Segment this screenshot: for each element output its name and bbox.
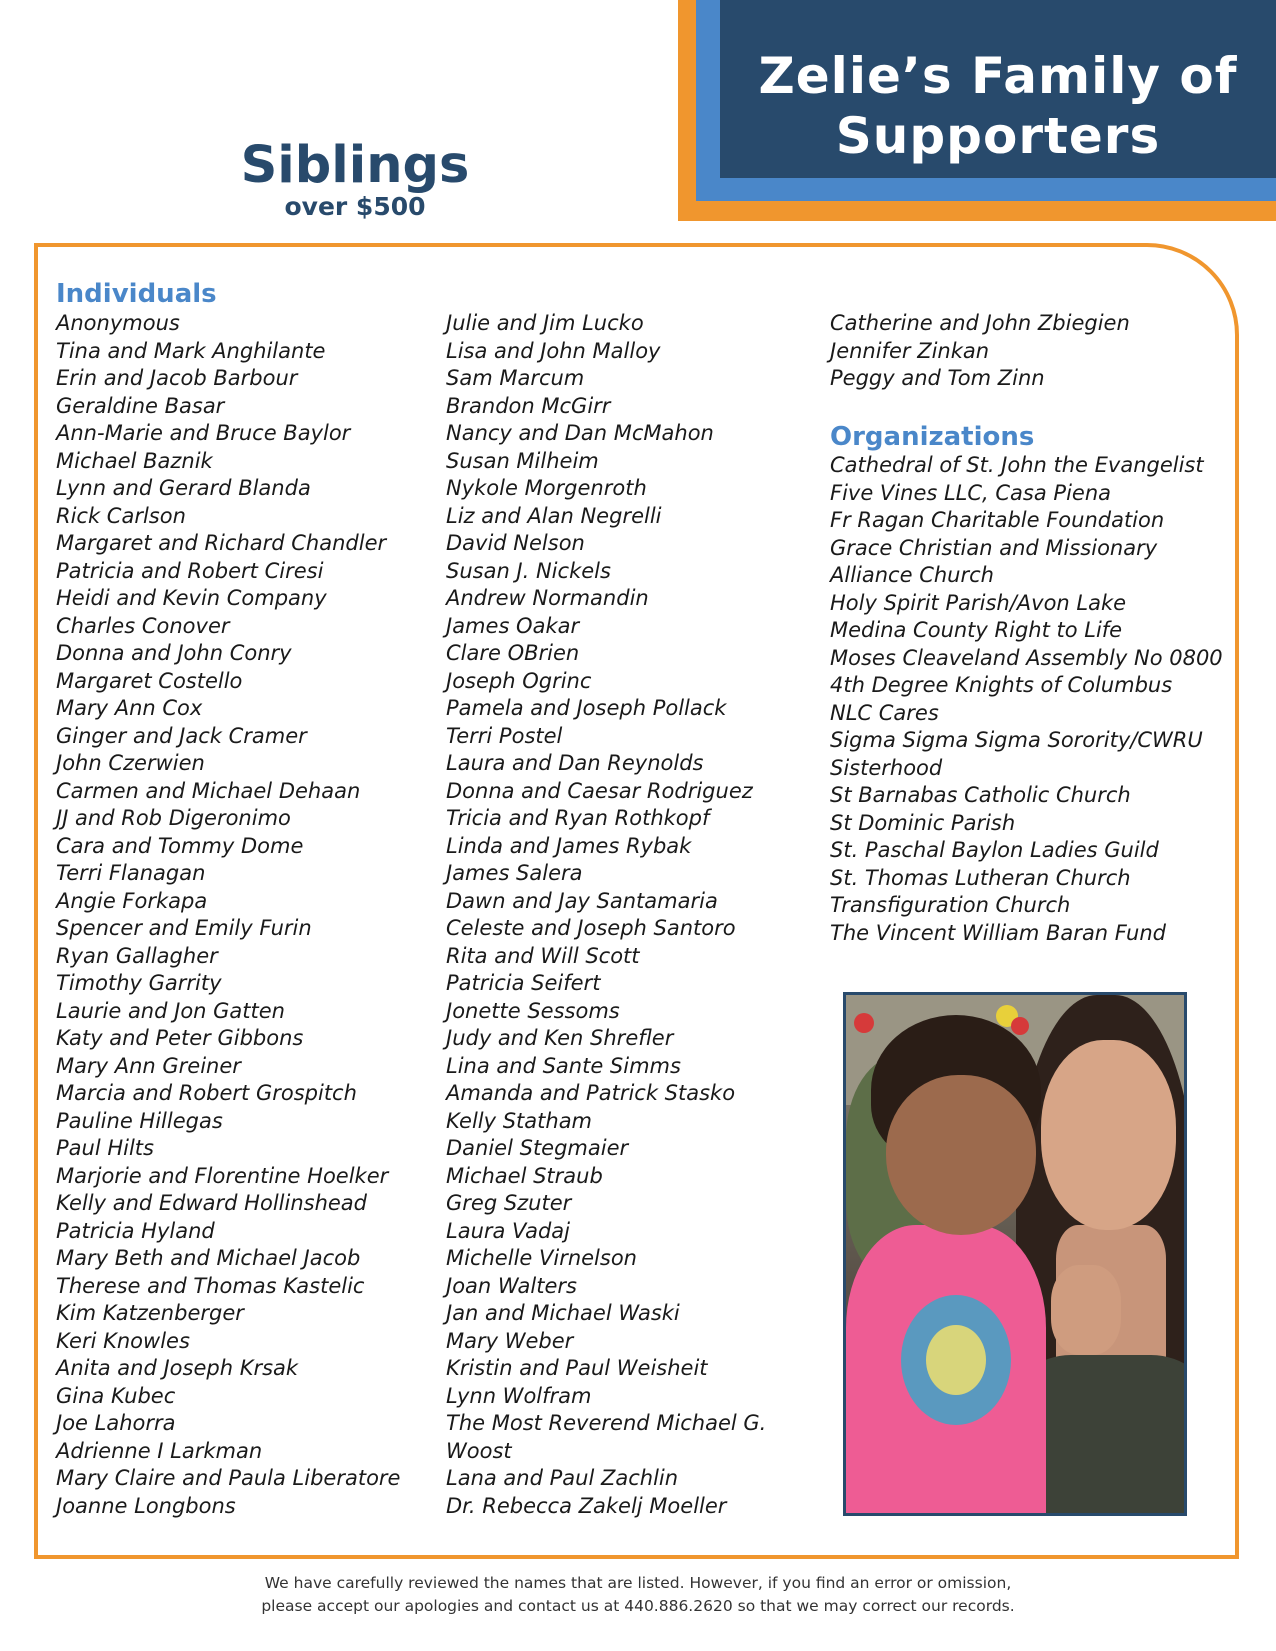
supporter-name: Clare OBrien	[446, 641, 580, 665]
supporter-name: Nancy and Dan McMahon	[446, 421, 714, 445]
supporter-name: Joanne Longbons	[56, 1493, 236, 1518]
organizations-heading: Organizations	[830, 422, 1035, 452]
supporter-name: Woost	[446, 1438, 512, 1463]
banner-title-line1: Zelie’s Family of	[758, 47, 1238, 105]
supporter-name: Sisterhood	[830, 755, 943, 780]
supporter-name: Peggy and Tom Zinn	[830, 366, 1045, 390]
individuals-column-2	[446, 310, 766, 1520]
supporter-name: Brandon McGirr	[446, 393, 611, 418]
supporter-name: Linda and James Rybak	[446, 833, 692, 858]
supporter-name: Judy and Ken Shrefler	[446, 1026, 674, 1050]
individuals-heading: Individuals	[56, 279, 217, 309]
supporter-name: Dr. Rebecca Zakelj Moeller	[446, 1493, 727, 1518]
supporter-name: Cara and Tommy Dome	[56, 833, 304, 858]
photo-hair-bow	[854, 1013, 874, 1033]
supporter-name: Catherine and John Zbiegien	[830, 311, 1130, 335]
supporter-name: Nykole Morgenroth	[446, 476, 647, 500]
supporter-name: Michael Baznik	[56, 448, 213, 473]
supporter-name: Transfiguration Church	[830, 893, 1071, 917]
supporter-name: Donna and Caesar Rodriguez	[446, 778, 753, 803]
supporter-name: Paul Hilts	[56, 1136, 154, 1160]
supporter-name: Holy Spirit Parish/Avon Lake	[830, 590, 1127, 615]
supporter-name: Andrew Normandin	[446, 586, 649, 610]
supporter-name: Kelly Statham	[446, 1108, 593, 1133]
individuals-column-3	[830, 310, 1130, 393]
supporter-name: Angie Forkapa	[56, 888, 208, 913]
photo-hair-bow	[1011, 1017, 1029, 1035]
supporter-name: Joan Walters	[446, 1273, 577, 1298]
photo-girl-face	[886, 1075, 1036, 1235]
supporter-name: Terri Postel	[446, 723, 563, 748]
supporter-name: Laura and Dan Reynolds	[446, 751, 704, 775]
supporter-name: Donna and John Conry	[56, 641, 292, 665]
supporter-name: St Dominic Parish	[830, 810, 1016, 835]
supporter-name: Ginger and Jack Cramer	[56, 723, 307, 748]
supporter-name: Rita and Will Scott	[446, 943, 640, 968]
supporter-name: Joseph Ogrinc	[446, 668, 592, 693]
supporter-name: Kelly and Edward Hollinshead	[56, 1191, 368, 1215]
supporter-name: Margaret Costello	[56, 668, 243, 693]
supporter-name: Susan J. Nickels	[446, 558, 611, 583]
supporter-name: Patricia and Robert Ciresi	[56, 558, 324, 583]
supporter-name: NLC Cares	[830, 700, 939, 725]
supporter-name: St. Thomas Lutheran Church	[830, 865, 1131, 890]
supporter-name: Tina and Mark Anghilante	[56, 338, 326, 363]
supporter-name: Mary Claire and Paula Liberatore	[56, 1466, 401, 1490]
supporter-name: Michelle Virnelson	[446, 1246, 637, 1270]
supporter-name: Laurie and Jon Gatten	[56, 998, 285, 1023]
supporter-name: Lina and Sante Simms	[446, 1053, 681, 1078]
banner-title	[720, 46, 1276, 166]
supporter-name: Katy and Peter Gibbons	[56, 1026, 304, 1050]
supporter-name: Michael Straub	[446, 1163, 603, 1188]
supporter-name: Fr Ragan Charitable Foundation	[830, 508, 1165, 532]
supporter-name: Gina Kubec	[56, 1383, 176, 1408]
supporter-name: David Nelson	[446, 531, 585, 555]
supporter-name: Lynn and Gerard Blanda	[56, 476, 311, 500]
individuals-column-1	[56, 310, 400, 1520]
supporter-name: Jonette Sessoms	[446, 998, 620, 1023]
siblings-subtitle: over $500	[284, 192, 426, 221]
supporter-name: Kim Katzenberger	[56, 1301, 244, 1325]
photo-peace-sign-hand	[1051, 1265, 1121, 1355]
supporter-name: Celeste and Joseph Santoro	[446, 916, 736, 940]
supporter-name: John Czerwien	[56, 751, 205, 775]
siblings-title: Siblings	[240, 136, 470, 195]
supporter-name: Mary Weber	[446, 1328, 574, 1353]
supporter-name: Daniel Stegmaier	[446, 1136, 629, 1160]
photo-woman-face	[1041, 1040, 1176, 1230]
supporter-name: Sam Marcum	[446, 366, 585, 390]
supporter-name: Liz and Alan Negrelli	[446, 503, 662, 528]
supporter-name: Sigma Sigma Sigma Sorority/CWRU	[830, 728, 1203, 752]
supporter-name: Moses Cleaveland Assembly No 0800	[830, 645, 1223, 670]
supporter-name: Kristin and Paul Weisheit	[446, 1356, 708, 1380]
supporter-name: Lisa and John Malloy	[446, 338, 661, 363]
supporter-name: Carmen and Michael Dehaan	[56, 778, 361, 803]
supporter-name: Timothy Garrity	[56, 971, 222, 995]
footer-note	[0, 1572, 1276, 1618]
footer-line-2: please accept our apologies and contact us at 440.886.2620 so that we may correct our records.	[261, 1597, 1015, 1615]
banner-title-line2: Supporters	[835, 107, 1161, 165]
supporter-name: Charles Conover	[56, 613, 230, 638]
supporter-name: The Vincent William Baran Fund	[830, 920, 1166, 945]
supporter-name: Adrienne I Larkman	[56, 1438, 263, 1463]
supporter-name: Greg Szuter	[446, 1191, 572, 1215]
supporter-name: Mary Ann Cox	[56, 696, 203, 720]
photo-shirt-print-accent	[926, 1325, 986, 1395]
organizations-list	[830, 452, 1223, 947]
supporter-name: Anonymous	[56, 311, 180, 335]
supporter-name: Ryan Gallagher	[56, 943, 218, 968]
supporter-name: Therese and Thomas Kastelic	[56, 1273, 365, 1298]
supporter-name: Julie and Jim Lucko	[446, 311, 644, 335]
supporter-name: Jennifer Zinkan	[830, 338, 990, 363]
supporter-name: Alliance Church	[830, 563, 994, 587]
supporter-photo	[843, 992, 1187, 1516]
supporter-name: Keri Knowles	[56, 1328, 190, 1353]
supporter-name: Cathedral of St. John the Evangelist	[830, 453, 1204, 477]
supporter-name: Laura Vadaj	[446, 1218, 570, 1243]
supporter-name: Lana and Paul Zachlin	[446, 1466, 679, 1490]
supporter-name: James Salera	[446, 861, 583, 885]
supporter-name: Ann-Marie and Bruce Baylor	[56, 421, 351, 445]
supporter-name: Spencer and Emily Furin	[56, 916, 312, 940]
supporter-name: Patricia Seifert	[446, 971, 601, 995]
supporter-name: Grace Christian and Missionary	[830, 535, 1158, 560]
supporter-name: Margaret and Richard Chandler	[56, 531, 387, 555]
supporter-name: The Most Reverend Michael G.	[446, 1411, 767, 1435]
supporter-name: Five Vines LLC, Casa Piena	[830, 480, 1112, 505]
supporter-name: Jan and Michael Waski	[446, 1301, 680, 1325]
supporter-name: Medina County Right to Life	[830, 618, 1123, 642]
supporter-name: Terri Flanagan	[56, 861, 206, 885]
supporter-name: Pauline Hillegas	[56, 1108, 223, 1133]
footer-line-1: We have carefully reviewed the names that are listed. However, if you find an error or omission,	[264, 1574, 1012, 1592]
supporter-name: Geraldine Basar	[56, 393, 225, 418]
supporter-name: Susan Milheim	[446, 448, 599, 473]
supporter-name: Mary Beth and Michael Jacob	[56, 1246, 361, 1270]
supporter-name: JJ and Rob Digeronimo	[56, 806, 291, 830]
supporter-name: Pamela and Joseph Pollack	[446, 696, 727, 720]
supporter-name: Erin and Jacob Barbour	[56, 366, 298, 390]
supporter-name: Tricia and Ryan Rothkopf	[446, 806, 710, 830]
supporter-name: St. Paschal Baylon Ladies Guild	[830, 838, 1159, 862]
supporter-name: St Barnabas Catholic Church	[830, 783, 1131, 807]
supporter-name: Amanda and Patrick Stasko	[446, 1081, 736, 1105]
supporter-name: Dawn and Jay Santamaria	[446, 888, 718, 913]
supporter-name: Joe Lahorra	[56, 1411, 176, 1435]
supporter-name: James Oakar	[446, 613, 580, 638]
supporter-name: Marcia and Robert Grospitch	[56, 1081, 357, 1105]
supporter-name: Anita and Joseph Krsak	[56, 1356, 299, 1380]
supporter-name: Marjorie and Florentine Hoelker	[56, 1163, 389, 1188]
supporter-name: Rick Carlson	[56, 503, 186, 528]
supporter-name: 4th Degree Knights of Columbus	[830, 673, 1173, 697]
supporter-name: Heidi and Kevin Company	[56, 586, 327, 610]
supporter-name: Mary Ann Greiner	[56, 1053, 241, 1078]
supporter-name: Patricia Hyland	[56, 1218, 215, 1243]
supporter-name: Lynn Wolfram	[446, 1383, 592, 1408]
